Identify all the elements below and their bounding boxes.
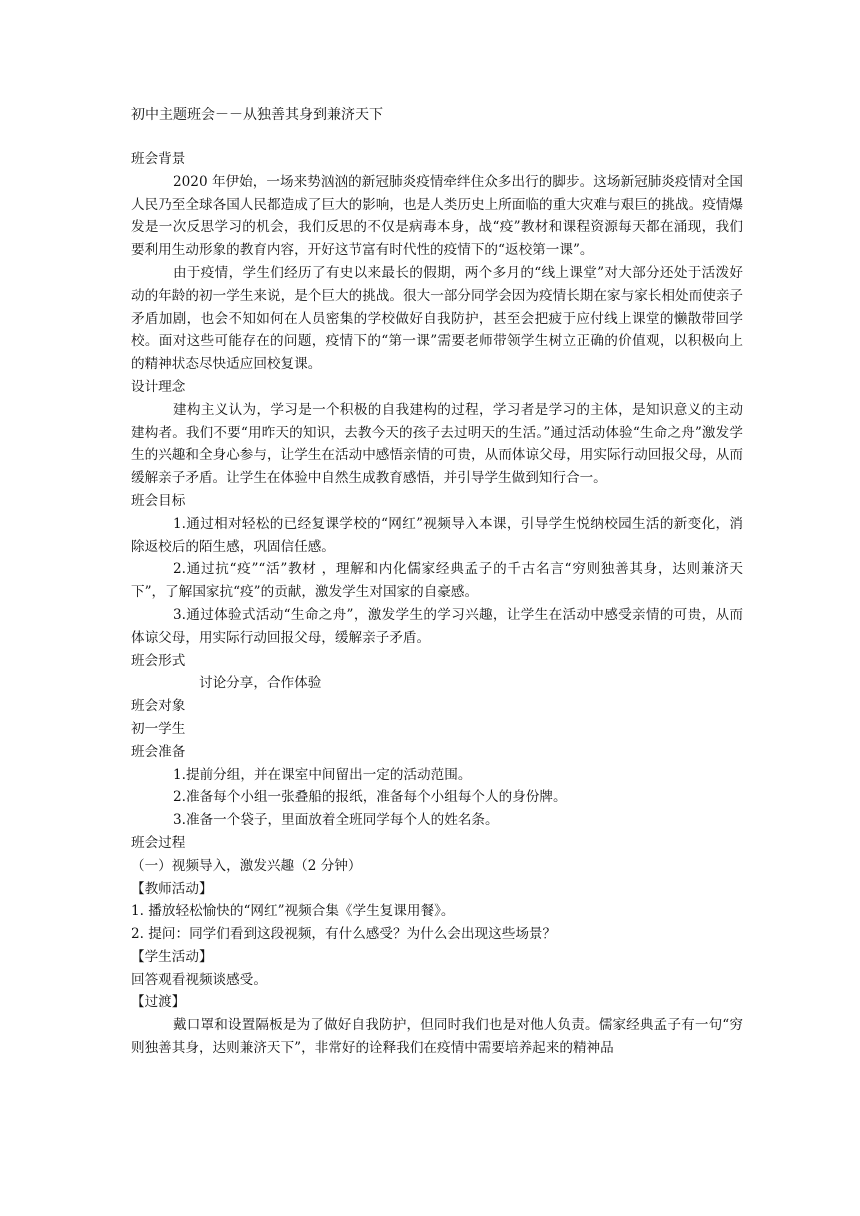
prep-heading: 班会准备 (131, 743, 186, 760)
background-paragraph-2: 由于疫情，学生们经历了有史以来最长的假期，两个多月的“线上课堂”对大部分还处于活泼好动的年龄的初一学生来说，是个巨大的挑战。很大一部分同学会因为疫情长期在家与家长相处而使亲子矛盾加剧，也会不知如何在人员密集的学校做好自我防护，甚至会把疲于应付线上课堂的懒散带回学校。面对这些可能存在的问题，疫情下的“第一课”需要老师带领学生树立正确的价值观，以积极向上的精神状态尽快适应回校复课。 (131, 264, 743, 373)
prep-item-1: 1.提前分组，并在课室中间留出一定的活动范围。 (173, 766, 472, 783)
goals-heading: 班会目标 (131, 492, 186, 509)
student-activity-heading: 【学生活动】 (131, 948, 213, 965)
document-title: 初中主题班会－－从独善其身到兼济天下 (131, 107, 383, 123)
background-paragraph-1: 2020 年伊始，一场来势汹汹的新冠肺炎疫情牵绊住众多出行的脚步。这场新冠肺炎疫情对全国人民乃至全球各国人民都造成了巨大的影响，也是人类历史上所面临的重大灾难与艰巨的挑战。疫情爆发是一次反思学习的机会，我们反思的不仅是病毒本身，战“疫”教材和课程资源每天都在涌现，我们要利用生动形象的教育内容，开好这节富有时代性的疫情下的“返校第一课”。 (131, 173, 743, 259)
goal-item-3: 3.通过体验式活动“生命之舟”，激发学生的学习兴趣，让学生在活动中感受亲情的可贵，从而体谅父母，用实际行动回报父母，缓解亲子矛盾。 (131, 606, 743, 646)
background-heading: 班会背景 (131, 151, 186, 167)
goal-item-2: 2.通过抗“疫”“活”教材 ，理解和内化儒家经典孟子的千古名言“穷则独善其身，达则兼济天下”，了解国家抗“疫”的贡献，激发学生对国家的自豪感。 (131, 561, 743, 601)
form-text: 讨论分享，合作体验 (199, 675, 322, 692)
student-activity-text: 回答观看视频谈感受。 (131, 971, 267, 988)
concept-paragraph: 建构主义认为，学习是一个积极的自我建构的过程，学习者是学习的主体，是知识意义的主动建构者。我们不要“用昨天的知识，去教今天的孩子去过明天的生活。”通过活动体验“生命之舟”激发学生的兴趣和全身心参与，让学生在活动中感悟亲情的可贵，从而体谅父母，用实际行动回报父母，从而缓解亲子矛盾。让学生在体验中自然生成教育感悟，并引导学生做到知行合一。 (131, 401, 743, 487)
audience-heading: 班会对象 (131, 698, 186, 715)
teacher-item-2: 2. 提问：同学们看到这段视频，有什么感受？为什么会出现这些场景？ (131, 926, 557, 943)
teacher-item-1: 1. 播放轻松愉快的“网红”视频合集《学生复课用餐》。 (131, 903, 455, 920)
prep-item-2: 2.准备每个小组一张叠船的报纸，准备每个小组每个人的身份牌。 (173, 789, 567, 806)
step-1-heading: （一）视频导入，激发兴趣（2 分钟） (131, 857, 362, 874)
document-body (131, 148, 743, 1060)
teacher-activity-heading: 【教师活动】 (131, 880, 213, 897)
process-heading: 班会过程 (131, 834, 186, 851)
prep-item-3: 3.准备一个袋子，里面放着全班同学每个人的姓名条。 (173, 812, 499, 829)
audience-text: 初一学生 (131, 720, 186, 737)
transition-paragraph: 戴口罩和设置隔板是为了做好自我防护，但同时我们也是对他人负责。儒家经典孟子有一句“穷则独善其身，达则兼济天下”，非常好的诠释我们在疫情中需要培养起来的精神品 (131, 1017, 743, 1057)
transition-heading: 【过渡】 (131, 994, 186, 1011)
goal-item-1: 1.通过相对轻松的已经复课学校的“网红”视频导入本课，引导学生悦纳校园生活的新变化，消除返校后的陌生感，巩固信任感。 (131, 515, 743, 555)
concept-heading: 设计理念 (131, 378, 186, 395)
form-heading: 班会形式 (131, 652, 186, 669)
